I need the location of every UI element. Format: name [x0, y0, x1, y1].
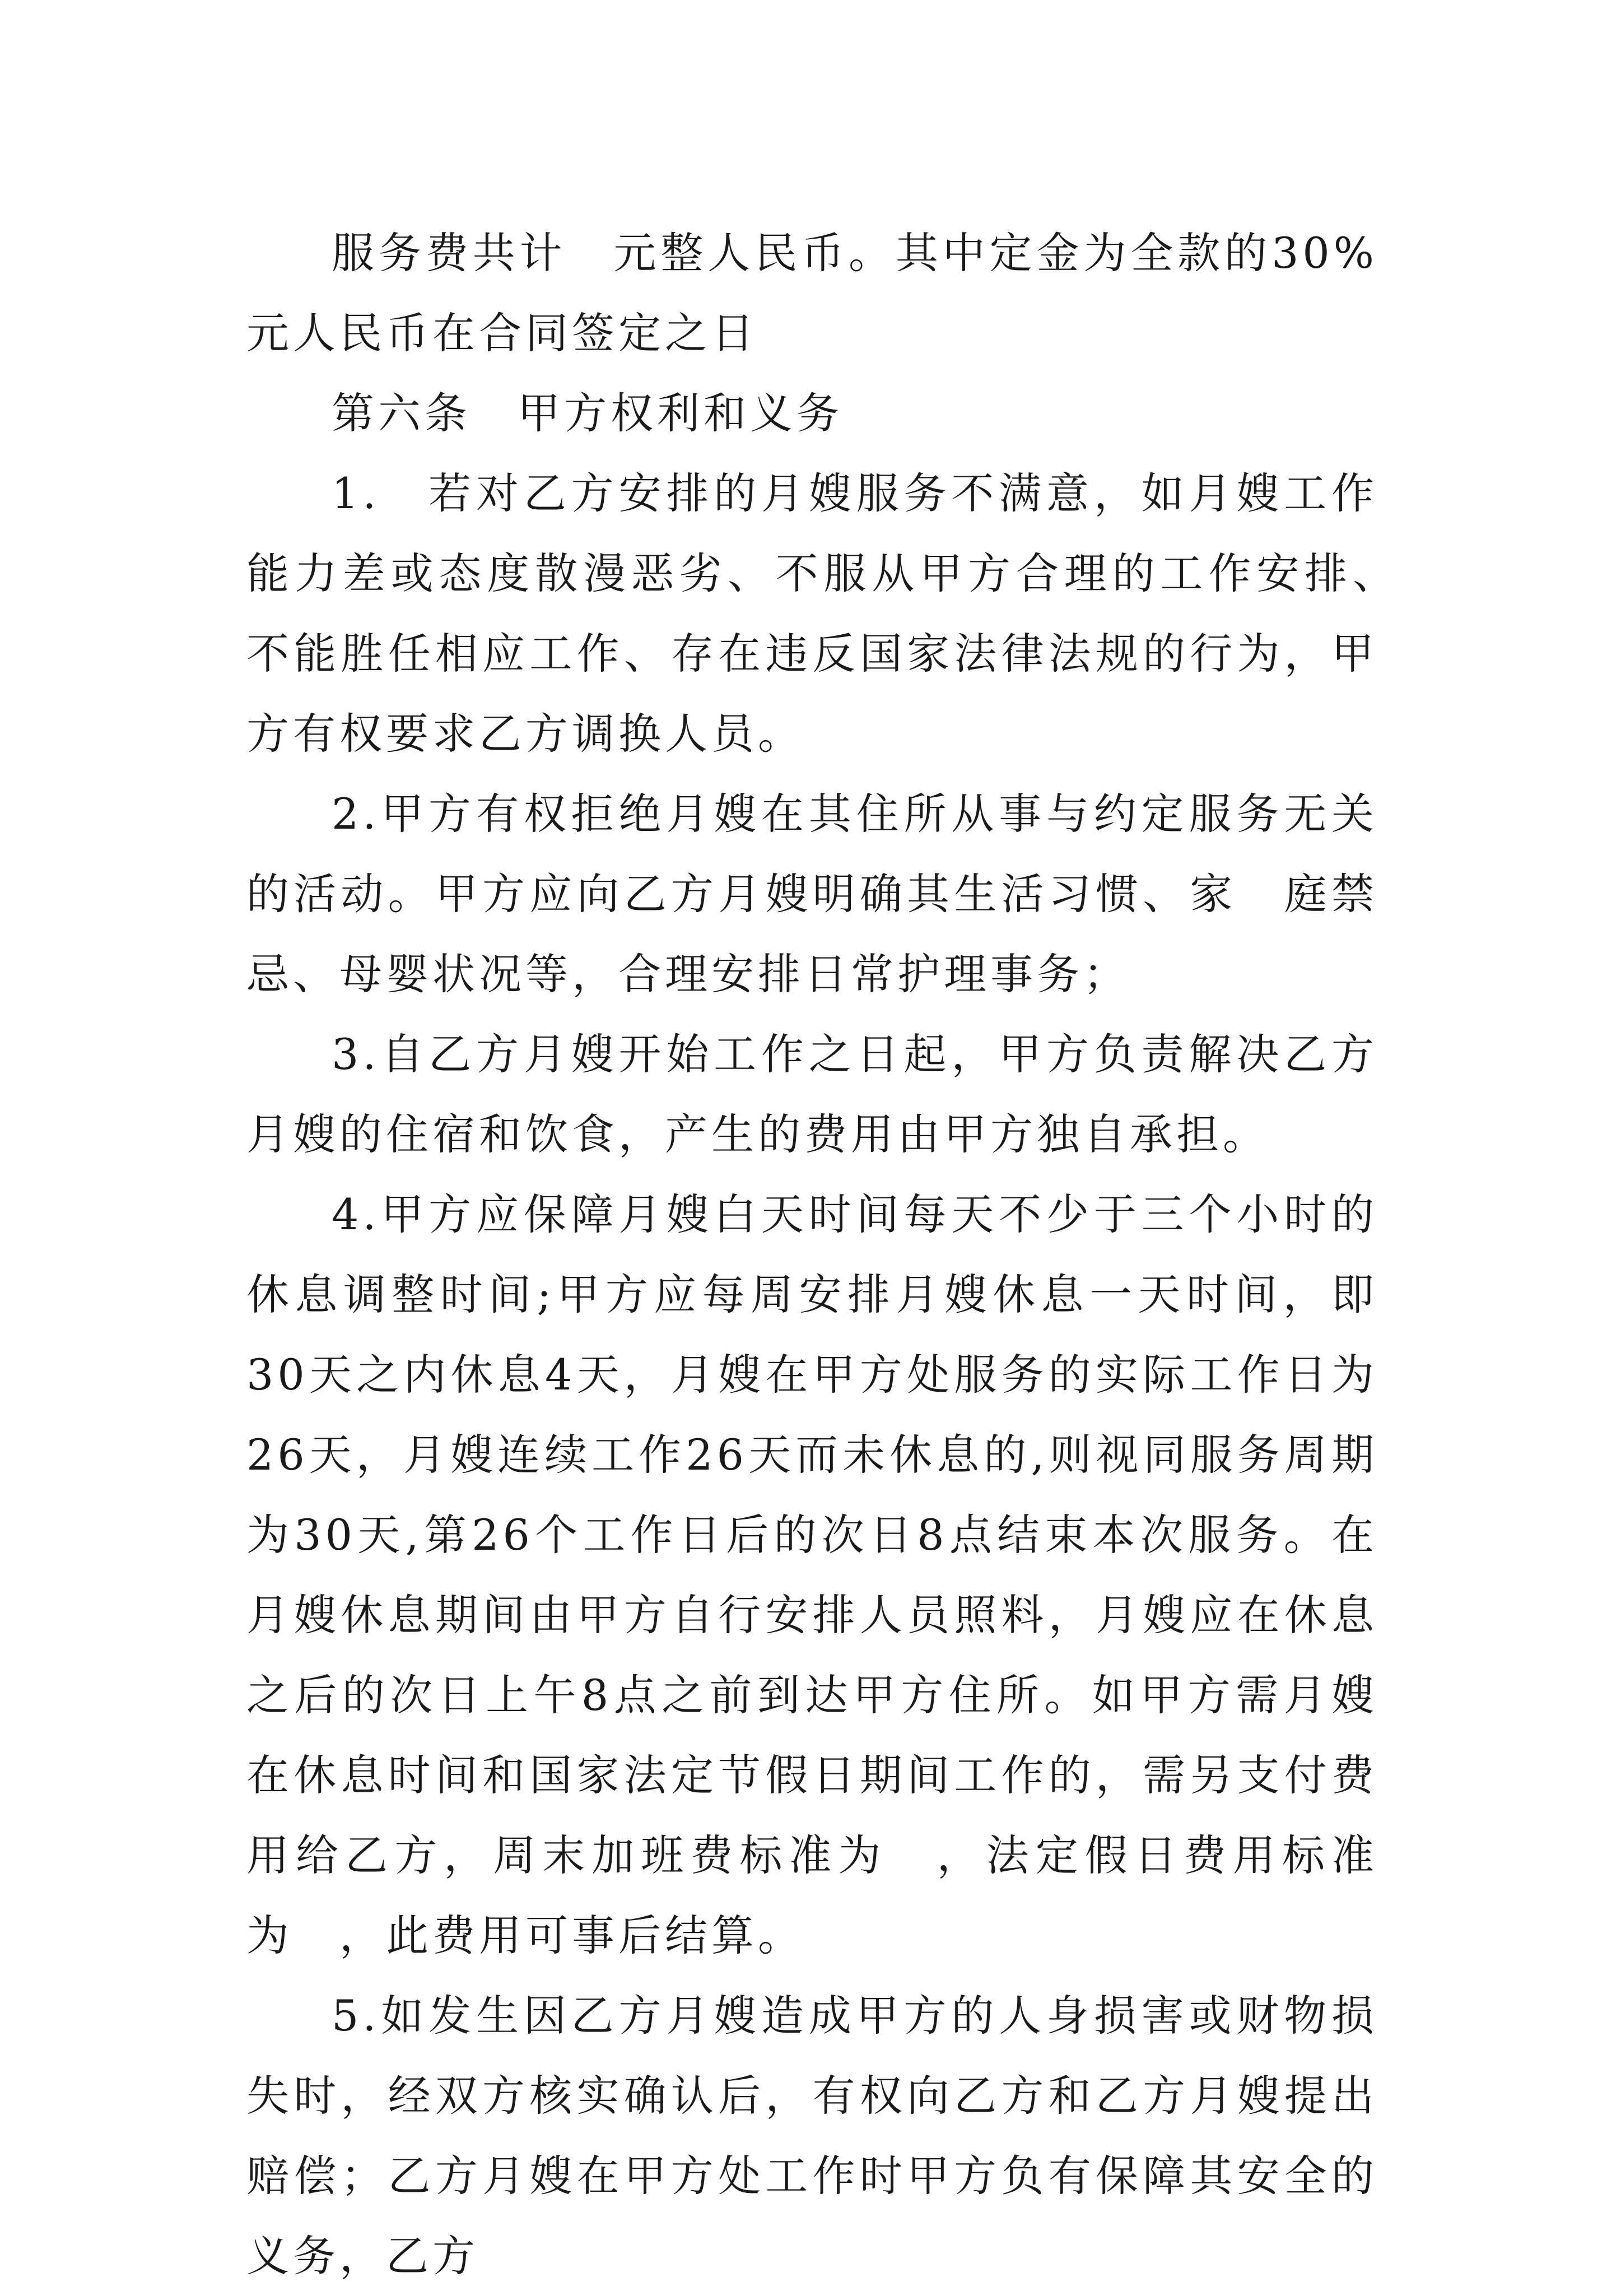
paragraph-clause-3: 3.自乙方月嫂开始工作之日起，甲方负责解决乙方月嫂的住宿和饮食，产生的费用由甲方独自承担。 [246, 1029, 1378, 1159]
paragraph-clause-5: 5.如发生因乙方月嫂造成甲方的人身损害或财物损失时，经双方核实确认后，有权向乙方和乙方月嫂提出赔偿；乙方月嫂在甲方处工作时甲方负有保障其安全的义务，乙方 [246, 1991, 1378, 2281]
paragraph-clause-2: 2.甲方有权拒绝月嫂在其住所从事与约定服务无关的活动。甲方应向乙方月嫂明确其生活习惯、家 庭禁忌、母婴状况等，合理安排日常护理事务； [246, 789, 1378, 999]
paragraph-clause-4: 4.甲方应保障月嫂白天时间每天不少于三个小时的休息调整时间;甲方应每周安排月嫂休息一天时间，即30天之内休息4天，月嫂在甲方处服务的实际工作日为26天，月嫂连续工作26天而未休息的,则视同服务周期为30天,第26个工作日后的次日8点结束本次服务。在月嫂休息期间由甲方自行安排人员照料，月嫂应在休息之后的次日上午8点之前到达甲方住所。如甲方需月嫂在休息时间和国家法定节假日期间工作的，需另支付费用给乙方，周末加班费标准为 ，法定假日费用标准为 ，此费用可事后结算。 [246, 1189, 1378, 1960]
section-heading-article-6: 第六条 甲方权利和义务 [332, 388, 843, 438]
document-body [246, 213, 1424, 2296]
paragraph-clause-1: 1. 若对乙方安排的月嫂服务不满意，如月嫂工作能力差或态度散漫恶劣、不服从甲方合理的工作安排、 不能胜任相应工作、存在违反国家法律法规的行为，甲方有权要求乙方调换人员。 [246, 468, 1424, 759]
paragraph-service-fee: 服务费共计 元整人民币。其中定金为全款的30% 元人民币在合同签定之日 [246, 228, 1424, 358]
